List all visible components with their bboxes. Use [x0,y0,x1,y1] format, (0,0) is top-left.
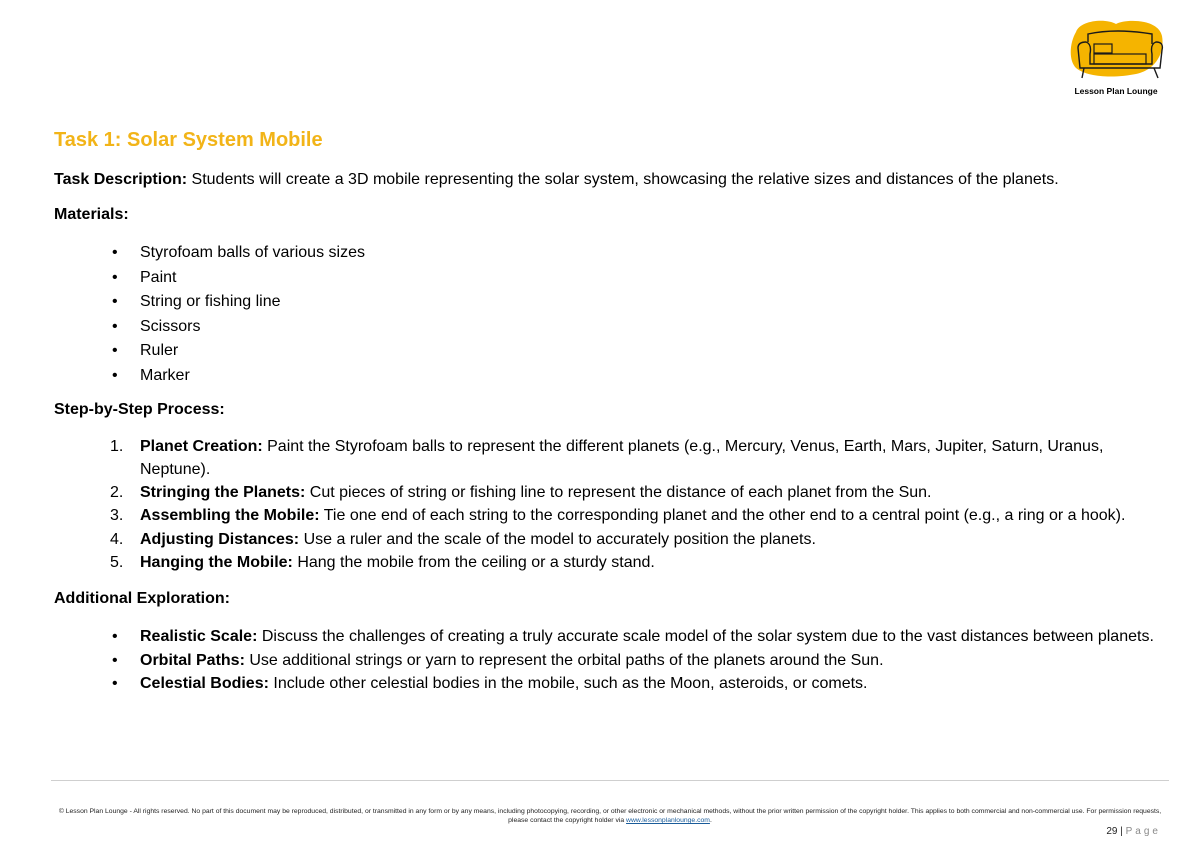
task-description-text: Students will create a 3D mobile representing the solar system, showcasing the relative sizes and distances of the planets. [187,171,1059,188]
step-item [54,504,1174,527]
sofa-logo-icon [1066,18,1166,84]
page-number-value: 29 [1106,826,1118,837]
step-item [54,435,1174,482]
list-item: • Scissors [54,315,1174,340]
task-description [54,169,1174,190]
step-label: Stringing the Planets: [140,484,306,502]
list-item: • String or fishing line [54,290,1174,315]
step-item [54,551,1174,574]
page-title: Task 1: Solar System Mobile [54,129,323,151]
copyright-footer [52,807,1168,825]
step-label: Assembling the Mobile: [140,507,320,525]
step-number: 2. [110,484,124,502]
page-label: Page [1125,826,1161,837]
exploration-label: Realistic Scale: [140,628,258,646]
list-item [54,625,1174,648]
document-body [54,124,1174,695]
step-text: Use a ruler and the scale of the model to accurately position the planets. [299,530,816,548]
step-number: 4. [110,530,124,548]
list-item: • Styrofoam balls of various sizes [54,241,1174,266]
exploration-text: Discuss the challenges of creating a truly accurate scale model of the solar system due to the vast distances between planets. [257,628,1154,646]
page-separator: | [1117,826,1126,837]
list-item: • Paint [54,266,1174,291]
page-number [1106,826,1161,837]
copyright-text: © Lesson Plan Lounge - All rights reserved. No part of this document may be reproduced, distributed, or transmitted in any form or by any means, including photocopying, recording, or other electronic or mechanical methods, without the prior written permission of the copyright holder. This applies to both commercial and non-commercial use. For permission requests, please contact the copyright holder via [58,808,1162,824]
exploration-list [54,625,1174,695]
logo-text: Lesson Plan Lounge [1074,86,1158,96]
exploration-label: Celestial Bodies: [140,674,269,692]
list-item: • Marker [54,364,1174,389]
step-label: Adjusting Distances: [140,530,300,548]
materials-list [54,241,1174,389]
copyright-end: . [709,817,712,824]
list-item [54,672,1174,695]
website-link[interactable]: www.lessonplanlounge.com [626,817,710,824]
step-item [54,528,1174,551]
exploration-heading: Additional Exploration: [54,590,230,608]
step-text: Tie one end of each string to the corresponding planet and the other end to a central point (e.g., a ring or a hook). [319,507,1126,525]
step-number: 1. [110,437,124,455]
exploration-text: Include other celestial bodies in the mobile, such as the Moon, asteroids, or comets. [268,674,868,692]
brand-logo [1064,18,1168,102]
footer-divider [51,780,1169,781]
step-text: Cut pieces of string or fishing line to represent the distance of each planet from the Sun. [305,484,932,502]
exploration-text: Use additional strings or yarn to represent the orbital paths of the planets around the Sun. [244,651,884,669]
list-item: • Ruler [54,339,1174,364]
step-label: Hanging the Mobile: [140,554,293,572]
step-item [54,481,1174,504]
step-number: 3. [110,507,124,525]
step-label: Planet Creation: [140,437,263,455]
task-description-label: Task Description: [54,171,188,188]
step-text: Paint the Styrofoam balls to represent the different planets (e.g., Mercury, Venus, Earth, Mars, Jupiter, Saturn, Uranus, Neptune). [140,437,1104,478]
process-steps [54,435,1174,575]
step-number: 5. [110,554,124,572]
list-item [54,649,1174,672]
process-heading: Step-by-Step Process: [54,400,225,418]
step-text: Hang the mobile from the ceiling or a sturdy stand. [292,554,655,572]
materials-heading: Materials: [54,206,129,223]
exploration-label: Orbital Paths: [140,651,245,669]
